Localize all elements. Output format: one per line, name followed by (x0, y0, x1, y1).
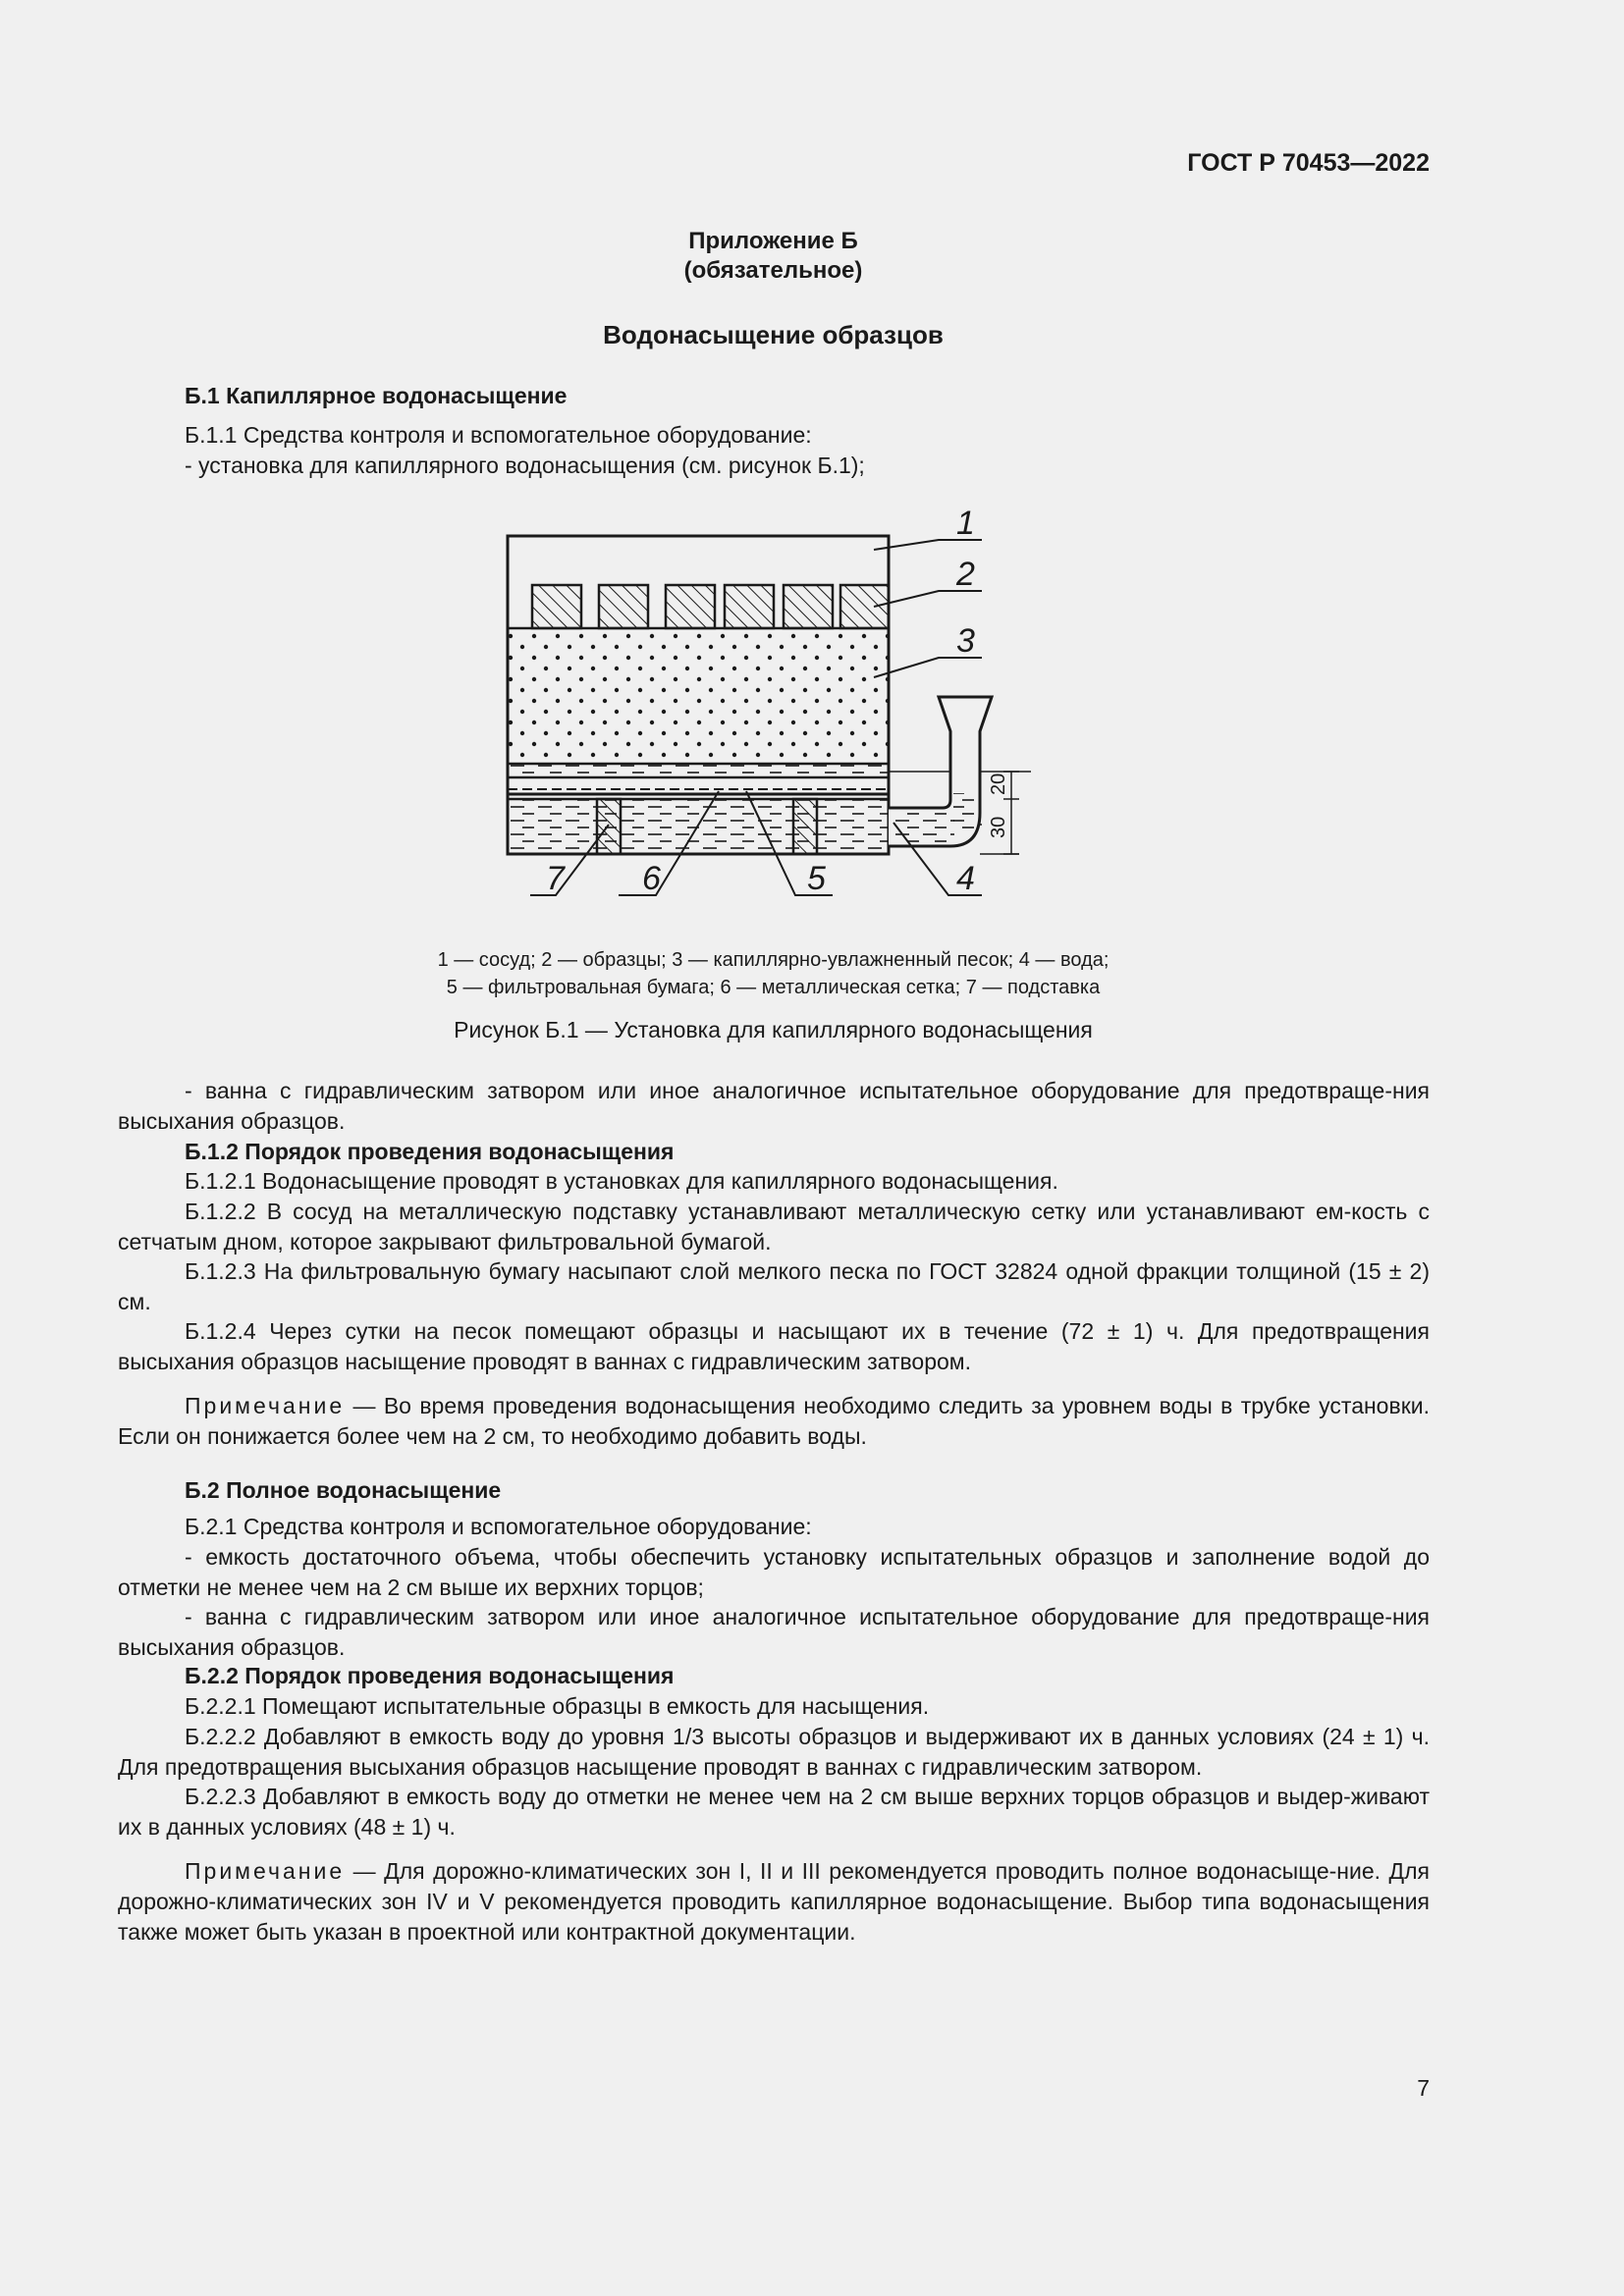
section-b12-heading: Б.1.2 Порядок проведения водонасыщения (185, 1139, 675, 1164)
figure-legend-line-1: 1 — сосуд; 2 — образцы; 3 — капиллярно-увлажненный песок; 4 — вода; (437, 949, 1110, 971)
note-text-2: — Для дорожно-климатических зон I, II и III рекомендуется проводить полное водонасыще-ние. Для дорожно-климатических зон IV и V рекомендуется проводить капиллярное водонасыщение. Выбор типа водонасыщения также может быть указан в проектной или контрактной документации. (118, 1858, 1430, 1945)
appendix-title: Приложение Б (688, 228, 858, 254)
note-b1 (118, 1391, 1430, 1452)
figure-legend-line-2: 5 — фильтровальная бумага; 6 — металлическая сетка; 7 — подставка (446, 977, 1101, 998)
figure-label-5: 5 (807, 860, 826, 897)
page-number: 7 (1417, 2075, 1430, 2101)
appendix-status: (обязательное) (683, 257, 863, 284)
capillary-sand (508, 628, 889, 764)
list-item-setup: - установка для капиллярного водонасыщения (см. рисунок Б.1); (185, 453, 865, 478)
paragraph-b122: Б.1.2.2 В сосуд на металлическую подставку устанавливают металлическую сетку или устанавливают ем-кость с сетчатым дном, которое закрывают фильтровальной бумагой. (118, 1199, 1430, 1255)
paragraph-b124: Б.1.2.4 Через сутки на песок помещают образцы и насыщают их в течение (72 ± 1) ч. Для предотвращения высыхания образцов насыщение проводят в ваннах с гидравлическим затвором. (118, 1318, 1430, 1374)
figure-label-6: 6 (642, 860, 661, 897)
note-label: Примечание (185, 1393, 346, 1418)
dimension-20: 20 (988, 773, 1009, 795)
figure-label-2: 2 (956, 556, 975, 593)
note-text: — Во время проведения водонасыщения необходимо следить за уровнем воды в трубке установки. Если он понижается более чем на 2 см, то необходимо добавить воды. (118, 1393, 1430, 1449)
figure-label-7: 7 (546, 860, 565, 897)
list-item-bath-2: - ванна с гидравлическим затвором или иное аналогичное испытательное оборудование для предотвраще-ния высыхания образцов. (118, 1604, 1430, 1660)
figure-label-4: 4 (956, 860, 975, 897)
figure-label-3: 3 (956, 622, 975, 660)
paragraph-b222: Б.2.2.2 Добавляют в емкость воду до уровня 1/3 высоты образцов и выдерживают их в данных условиях (24 ± 1) ч. Для предотвращения высыхания образцов насыщение проводят в ваннах с гидравлическим затвором. (118, 1724, 1430, 1780)
section-b22-heading: Б.2.2 Порядок проведения водонасыщения (185, 1663, 675, 1688)
paragraph-b221: Б.2.2.1 Помещают испытательные образцы в емкость для насыщения. (185, 1693, 930, 1719)
paragraph-b223: Б.2.2.3 Добавляют в емкость воду до отметки не менее чем на 2 см выше верхних торцов образцов и выдер-живают их в данных условиях (48 ± 1) ч. (118, 1784, 1430, 1840)
figure-label-1: 1 (956, 505, 975, 542)
dimension-30: 30 (988, 816, 1009, 838)
paragraph-b121: Б.1.2.1 Водонасыщение проводят в установках для капиллярного водонасыщения. (185, 1168, 1058, 1194)
paragraph-b21: Б.2.1 Средства контроля и вспомогательное оборудование: (185, 1514, 812, 1539)
section-b1-heading: Б.1 Капиллярное водонасыщение (185, 383, 568, 408)
document-id: ГОСТ Р 70453—2022 (1187, 149, 1430, 177)
list-item-bath: - ванна с гидравлическим затвором или иное аналогичное испытательное оборудование для предотвраще-ния высыхания образцов. (118, 1078, 1430, 1134)
figure-title: Рисунок Б.1 — Установка для капиллярного водонасыщения (454, 1017, 1093, 1042)
note-b2 (118, 1856, 1430, 1948)
note-label-2: Примечание (185, 1858, 346, 1884)
figure-capillary-setup (481, 501, 1031, 933)
dimensions (980, 772, 1019, 854)
appendix-heading: Водонасыщение образцов (603, 320, 944, 349)
list-item-container: - емкость достаточного объема, чтобы обеспечить установку испытательных образцов и заполнение водой до отметки не менее чем на 2 см выше их верхних торцов; (118, 1544, 1430, 1600)
paragraph-b11: Б.1.1 Средства контроля и вспомогательное оборудование: (185, 422, 812, 448)
section-b2-heading: Б.2 Полное водонасыщение (185, 1477, 502, 1503)
paragraph-b123: Б.1.2.3 На фильтровальную бумагу насыпают слой мелкого песка по ГОСТ 32824 одной фракции толщиной (15 ± 2) см. (118, 1258, 1430, 1314)
